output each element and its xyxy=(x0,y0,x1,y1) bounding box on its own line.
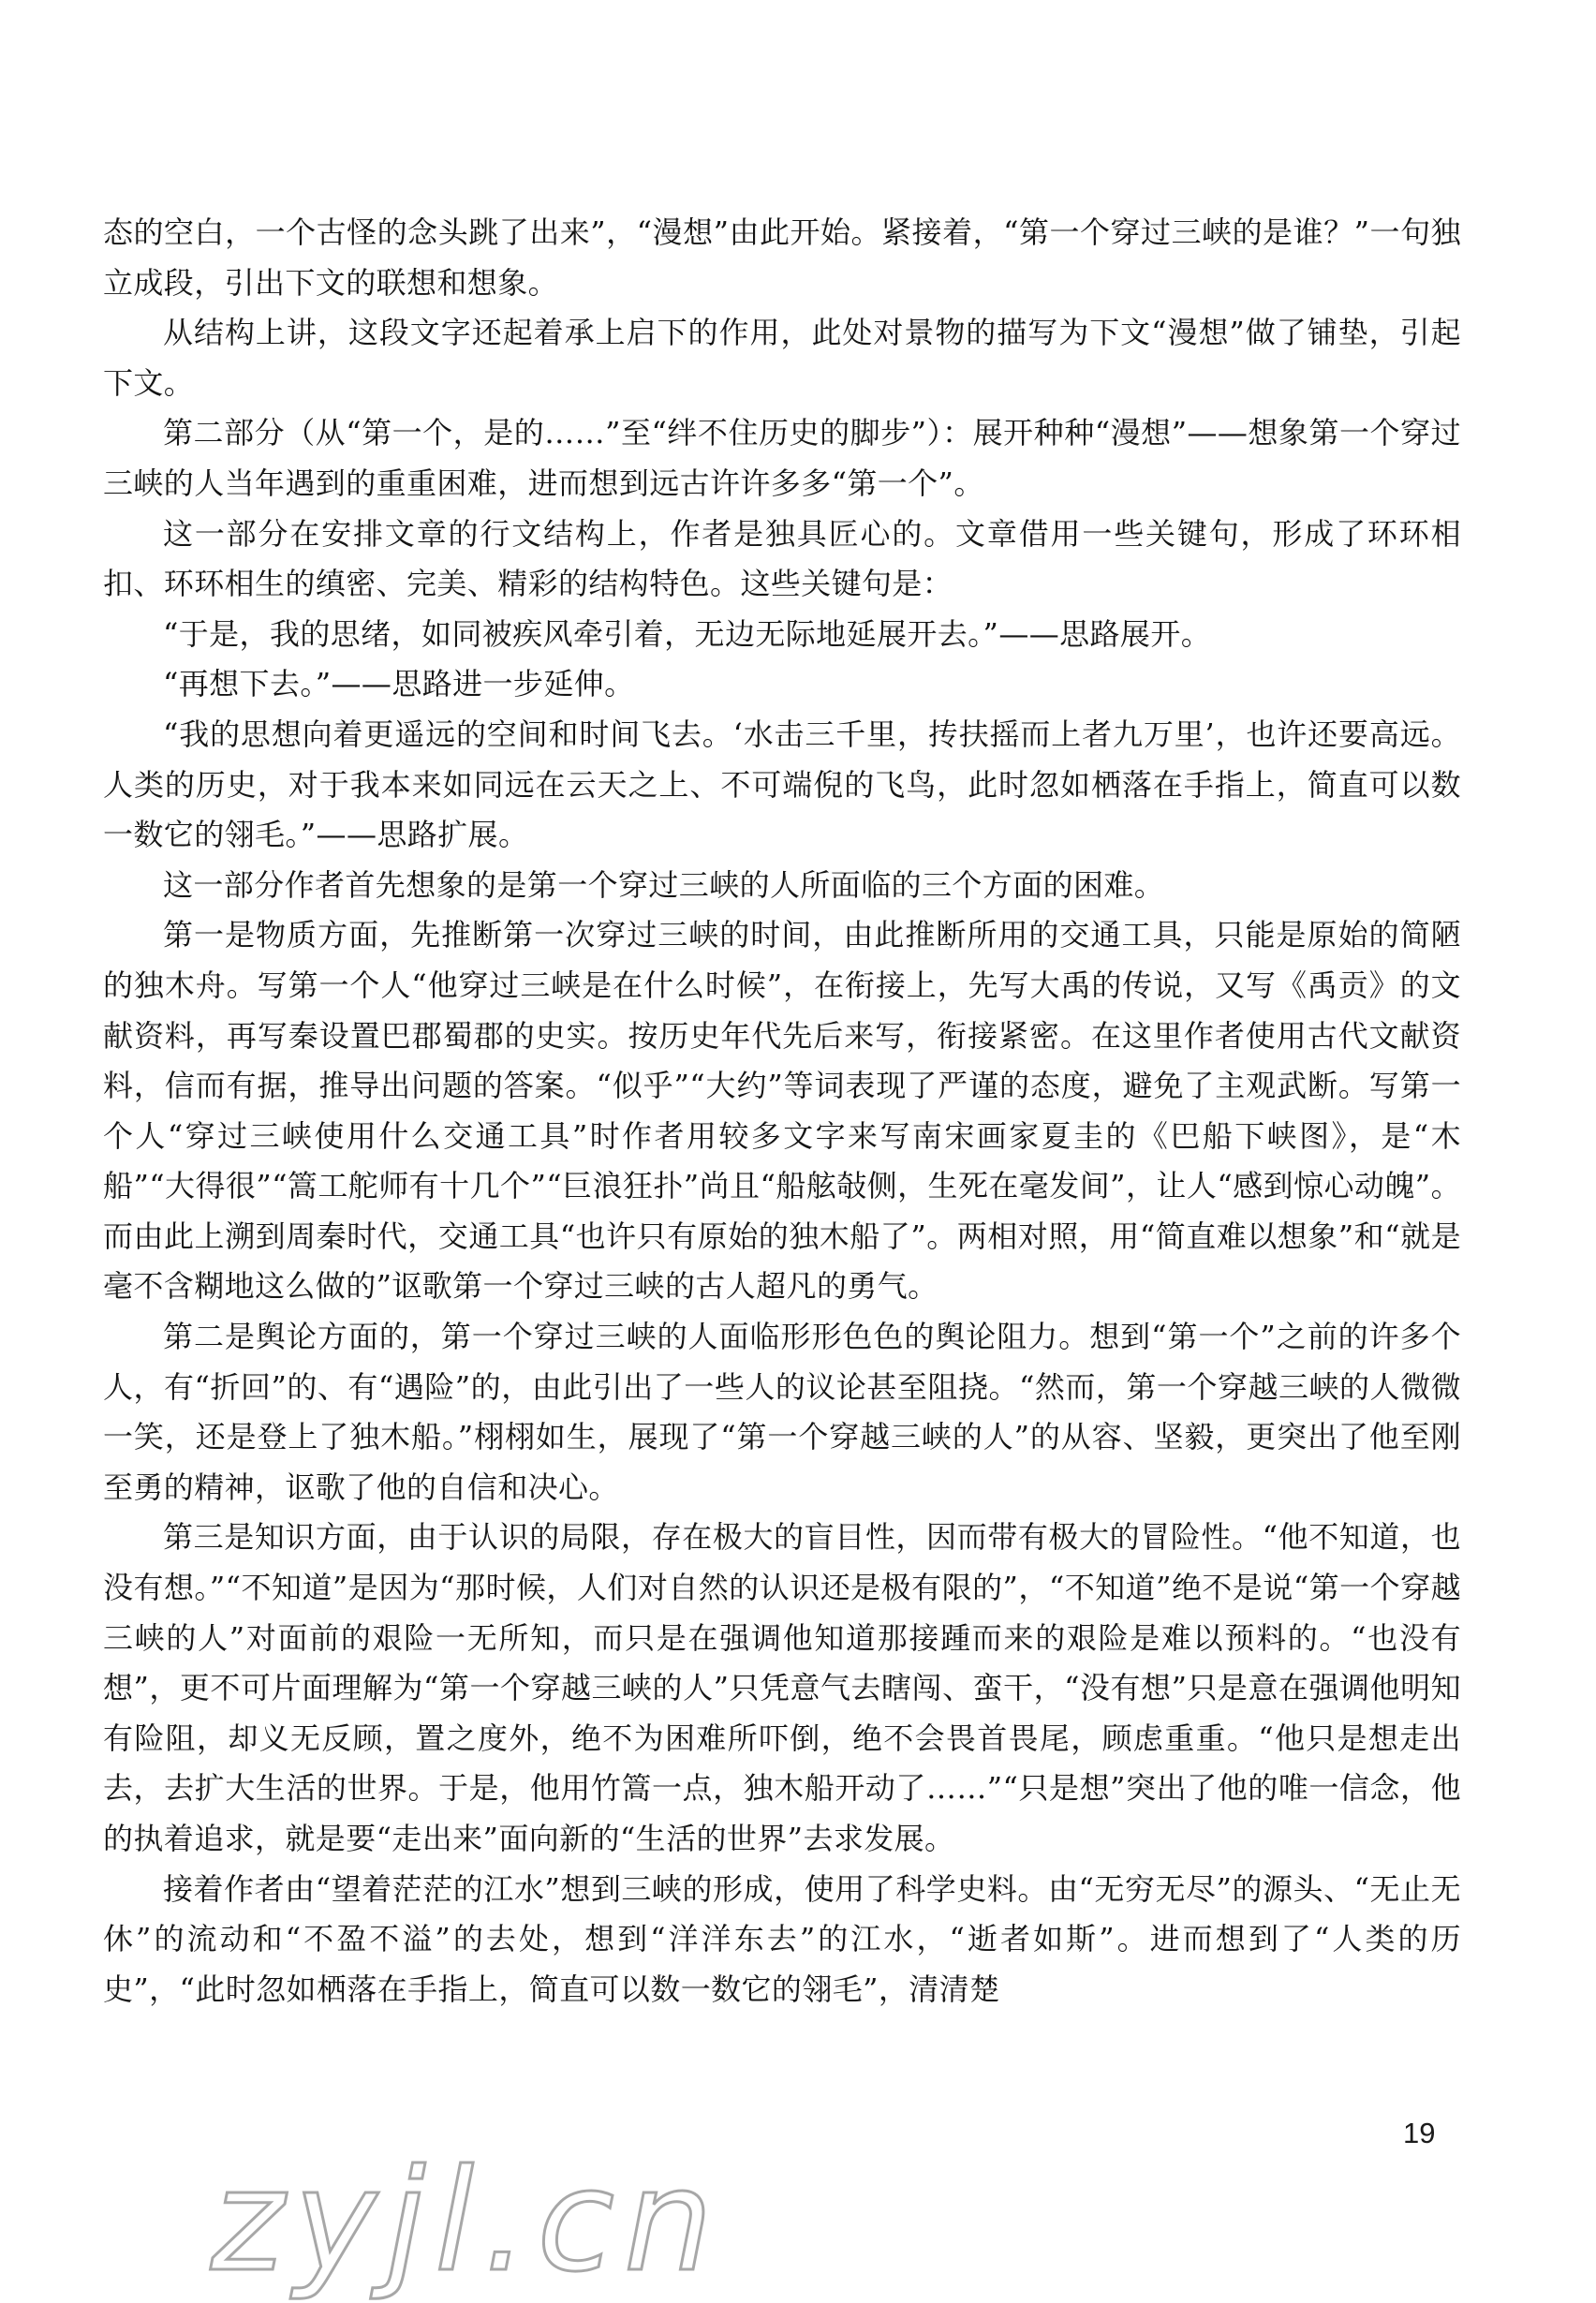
paragraph-key-sentence-3: “我的思想向着更遥远的空间和时间飞去。‘水击三千里，抟扶摇而上者九万里’，也许还要高远。人类的历史，对于我本来如同远在云天之上、不可端倪的飞鸟，此时忽如栖落在手指上，简直可以数一数它的翎毛。”——思路扩展。 xyxy=(103,716,1461,853)
page-body xyxy=(103,208,1461,2015)
paragraph-part-two-heading: 第二部分（从“第一个，是的……”至“绊不住历史的脚步”）：展开种种“漫想”——想象第一个穿过三峡的人当年遇到的重重困难，进而想到远古许许多多“第一个”。 xyxy=(103,415,1461,501)
paragraph-knowledge-aspect: 第三是知识方面，由于认识的局限，存在极大的盲目性，因而带有极大的冒险性。“他不知道，也没有想。”“不知道”是因为“那时候，人们对自然的认识还是极有限的”，“不知道”绝不是说“第一个穿越三峡的人”对面前的艰险一无所知，而只是在强调他知道那接踵而来的艰险是难以预料的。“也没有想”，更不可片面理解为“第一个穿越三峡的人”只凭意气去瞎闯、蛮干，“没有想”只是意在强调他明知有险阻，却义无反顾，置之度外，绝不为困难所吓倒，绝不会畏首畏尾，顾虑重重。“他只是想走出去，去扩大生活的世界。于是，他用竹篙一点，独木船开动了……”“只是想”突出了他的唯一信念，他的执着追求，就是要“走出来”面向新的“生活的世界”去求发展。 xyxy=(103,1519,1461,1856)
paragraph-opinion-aspect: 第二是舆论方面的，第一个穿过三峡的人面临形形色色的舆论阻力。想到“第一个”之前的许多个人，有“折回”的、有“遇险”的，由此引出了一些人的议论甚至阻挠。“然而，第一个穿越三峡的人微微一笑，还是登上了独木船。”栩栩如生，展现了“第一个穿越三峡的人”的从容、坚毅，更突出了他至刚至勇的精神，讴歌了他的自信和决心。 xyxy=(103,1319,1461,1505)
paragraph-three-difficulties: 这一部分作者首先想象的是第一个穿过三峡的人所面临的三个方面的困难。 xyxy=(163,866,1165,903)
page-number: 19 xyxy=(1403,2117,1436,2149)
paragraph-structure-intro: 这一部分在安排文章的行文结构上，作者是独具匠心的。文章借用一些关键句，形成了环环相扣、环环相生的缜密、完美、精彩的结构特色。这些关键句是： xyxy=(103,515,1461,602)
paragraph-structure-note: 从结构上讲，这段文字还起着承上启下的作用，此处对景物的描写为下文“漫想”做了铺垫，引起下文。 xyxy=(103,315,1461,401)
paragraph-continuation: 态的空白，一个古怪的念头跳了出来”，“漫想”由此开始。紧接着，“第一个穿过三峡的是谁？”一句独立成段，引出下文的联想和想象。 xyxy=(103,214,1461,301)
paragraph-material-aspect: 第一是物质方面，先推断第一次穿过三峡的时间，由此推断所用的交通工具，只能是原始的简陋的独木舟。写第一个人“他穿过三峡是在什么时候”，在衔接上，先写大禹的传说，又写《禹贡》的文献资料，再写秦设置巴郡蜀郡的史实。按历史年代先后来写，衔接紧密。在这里作者使用古代文献资料，信而有据，推导出问题的答案。“似乎”“大约”等词表现了严谨的态度，避免了主观武断。写第一个人“穿过三峡使用什么交通工具”时作者用较多文字来写南宋画家夏圭的《巴船下峡图》，是“木船”“大得很”“篙工舵师有十几个”“巨浪狂扑”尚且“船舷敧侧，生死在毫发间”，让人“感到惊心动魄”。而由此上溯到周秦时代，交通工具“也许只有原始的独木船了”。两相对照，用“简直难以想象”和“就是毫不含糊地这么做的”讴歌第一个穿过三峡的古人超凡的勇气。 xyxy=(103,917,1461,1305)
paragraph-key-sentence-2: “再想下去。”——思路进一步延伸。 xyxy=(163,666,635,702)
paragraph-science-history: 接着作者由“望着茫茫的江水”想到三峡的形成，使用了科学史料。由“无穷无尽”的源头、“无止无休”的流动和“不盈不溢”的去处，想到“洋洋东去”的江水，“逝者如斯”。进而想到了“人类的历史”，“此时忽如栖落在手指上，简直可以数一数它的翎毛”，清清楚 xyxy=(103,1870,1461,2007)
paragraph-key-sentence-1: “于是，我的思绪，如同被疾风牵引着，无边无际地延展开去。”——思路展开。 xyxy=(163,615,1212,652)
watermark-logo: zyjl.cn xyxy=(211,2140,723,2303)
